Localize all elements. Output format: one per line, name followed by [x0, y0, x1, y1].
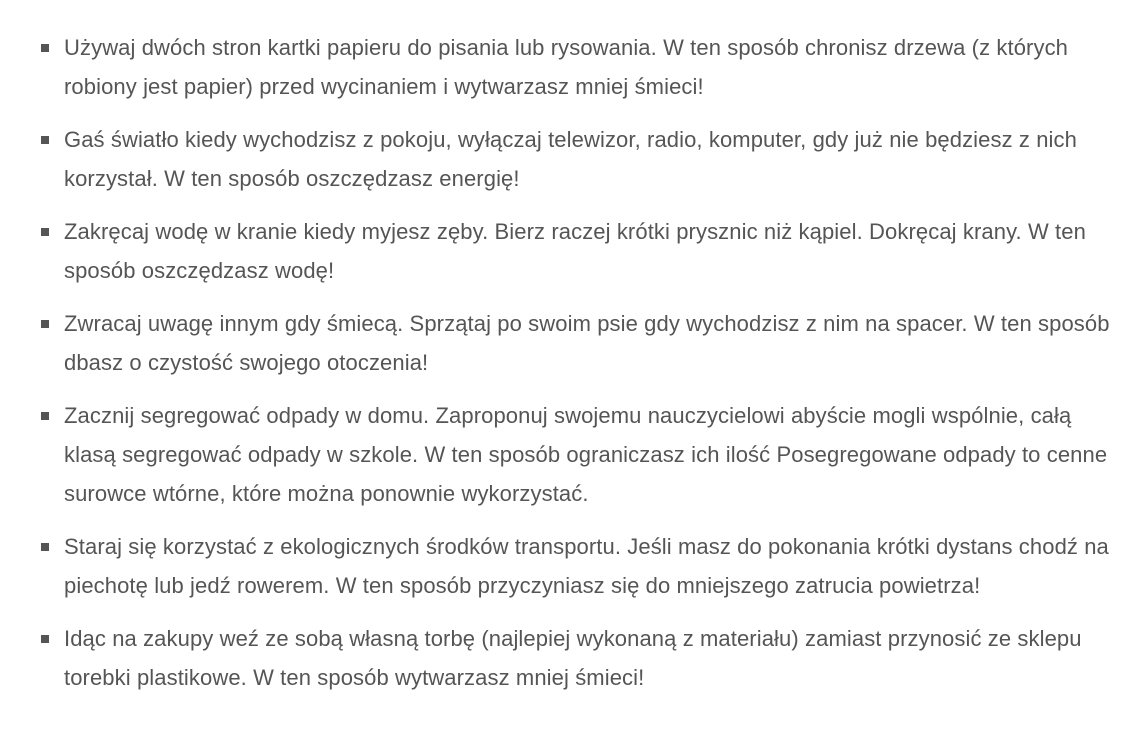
square-bullet-icon — [41, 44, 49, 52]
list-item — [40, 120, 1111, 198]
square-bullet-icon — [41, 136, 49, 144]
tip-text: Używaj dwóch stron kartki papieru do pisania lub rysowania. W ten sposób chronisz drzewa (z których robiony jest papier) przed wycinaniem i wytwarzasz mniej śmieci! — [64, 35, 1069, 99]
square-bullet-icon — [41, 228, 49, 236]
list-item — [40, 304, 1111, 382]
tip-text: Zwracaj uwagę innym gdy śmiecą. Sprzątaj po swoim psie gdy wychodzisz z nim na spacer. W ten sposób dbasz o czystość swojego otoczenia! — [64, 311, 1110, 375]
list-item — [40, 28, 1111, 106]
list-item — [40, 619, 1111, 697]
list-item — [40, 527, 1111, 605]
tip-text: Staraj się korzystać z ekologicznych środków transportu. Jeśli masz do pokonania krótki dystans chodź na piechotę lub jedź rowerem. W ten sposób przyczyniasz się do mniejszego zatrucia powietrza! — [64, 534, 1109, 598]
tip-text: Zacznij segregować odpady w domu. Zaproponuj swojemu nauczycielowi abyście mogli wspólnie, całą klasą segregować odpady w szkole. W ten sposób ograniczasz ich ilość Posegregowane odpady to cenne surowce wtórne, które można ponownie wykorzystać. — [64, 403, 1108, 506]
tip-text: Gaś światło kiedy wychodzisz z pokoju, wyłączaj telewizor, radio, komputer, gdy już nie będziesz z nich korzystał. W ten sposób oszczędzasz energię! — [64, 127, 1077, 191]
square-bullet-icon — [41, 320, 49, 328]
square-bullet-icon — [41, 543, 49, 551]
list-item — [40, 396, 1111, 513]
list-item — [40, 212, 1111, 290]
square-bullet-icon — [41, 412, 49, 420]
square-bullet-icon — [41, 635, 49, 643]
tip-text: Idąc na zakupy weź ze sobą własną torbę (najlepiej wykonaną z materiału) zamiast przynosić ze sklepu torebki plastikowe. W ten sposób wytwarzasz mniej śmieci! — [64, 626, 1082, 690]
tip-text: Zakręcaj wodę w kranie kiedy myjesz zęby. Bierz raczej krótki prysznic niż kąpiel. Dokręcaj krany. W ten sposób oszczędzasz wodę! — [64, 219, 1086, 283]
